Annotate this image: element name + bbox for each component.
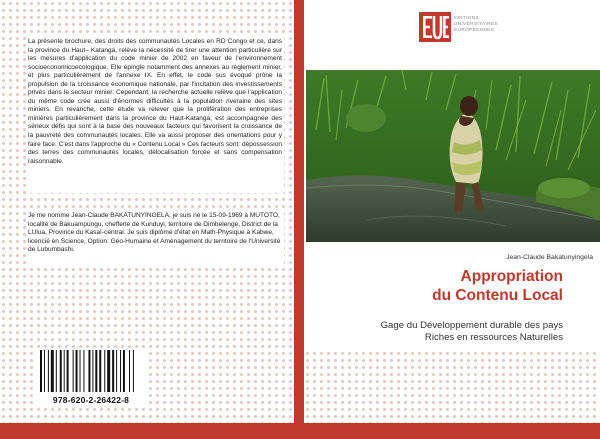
book-spine bbox=[294, 0, 304, 439]
publisher-line: EDITIONS bbox=[454, 16, 480, 21]
book-subtitle bbox=[304, 320, 563, 343]
subtitle-line: Riches en ressources Naturelles bbox=[424, 331, 563, 343]
publisher-line: EUROPEENNES bbox=[454, 28, 495, 33]
dot-pattern bbox=[304, 350, 600, 423]
publisher-logo-mark bbox=[419, 12, 451, 42]
author-biography: Je me nomme Jean-Claude BAKATUNYINGELA, je suis né le 15-09-1969 à MUTOTO, localité de Bakuampungu, chefferie de Kunduyi, territoire de Dimbelenge, District de la LUlua, Province du Kasaï-central. Je suis diplômé d'état en Math-Physique à Kabwe, licencié en Science, Option: Géo-Humaine et Aménagement du territoire de l'Université de Lubumbashi. bbox=[26, 211, 284, 267]
book-summary: La présente brochure, des droits des communautés Locales en RD Congo et ce, dans la province du Haut– Katanga, relève la nécessité de tirer une attention particulière sur les mesures d'application du code minier de 2002 en faveur de l'environnement socioeconomicoecologique. Elle épingle notamment des annexes au règlement minier, et plus particulièrement de l'annexe IX. En effet, le code sus évoqué prône la propulsion de la croissance économique nationale, par l'incitation des investissements privés dans le secteur minier. Cependant, la recherche actuelle relève que l'application du même code crée aussi d'énormes difficultés à la population riveraine des sites miniers. En revanche, cette étude va relever que la prolifération des entreprises minières particulièrement dans la province du Haut-Katanga, est accompagnée des sérieux défis qui sont à la base des nouveaux facteurs qui favorisent la croissance de la pauvreté des communautés locales. Elle va aussi proposer des orientations pour y faire face. C'est dans l'approche du « Contenu Local » Ces facteurs sont: dépossession des terres des communautés locales, délocalisation forcée et sans compensation raisonnable. bbox=[26, 37, 284, 193]
title-line: Appropriation bbox=[460, 268, 563, 285]
title-line: du Contenu Local bbox=[432, 287, 563, 304]
cover-photo bbox=[306, 70, 600, 242]
publisher-name bbox=[454, 16, 498, 34]
back-cover bbox=[0, 0, 294, 439]
subtitle-line: Gage du Développement durable des pays bbox=[380, 320, 563, 331]
publisher-logo bbox=[419, 12, 539, 52]
book-title bbox=[304, 267, 563, 305]
barcode-image bbox=[40, 350, 142, 395]
author-name: Jean-Claude Bakatunyingela bbox=[506, 254, 593, 261]
barcode-block bbox=[36, 350, 146, 406]
bottom-bar bbox=[0, 423, 294, 439]
publisher-line: UNIVERSITAIRES bbox=[454, 22, 498, 27]
front-cover bbox=[304, 0, 600, 439]
bottom-bar bbox=[304, 423, 600, 439]
isbn-number: 978-620-2-26422-8 bbox=[52, 395, 130, 405]
